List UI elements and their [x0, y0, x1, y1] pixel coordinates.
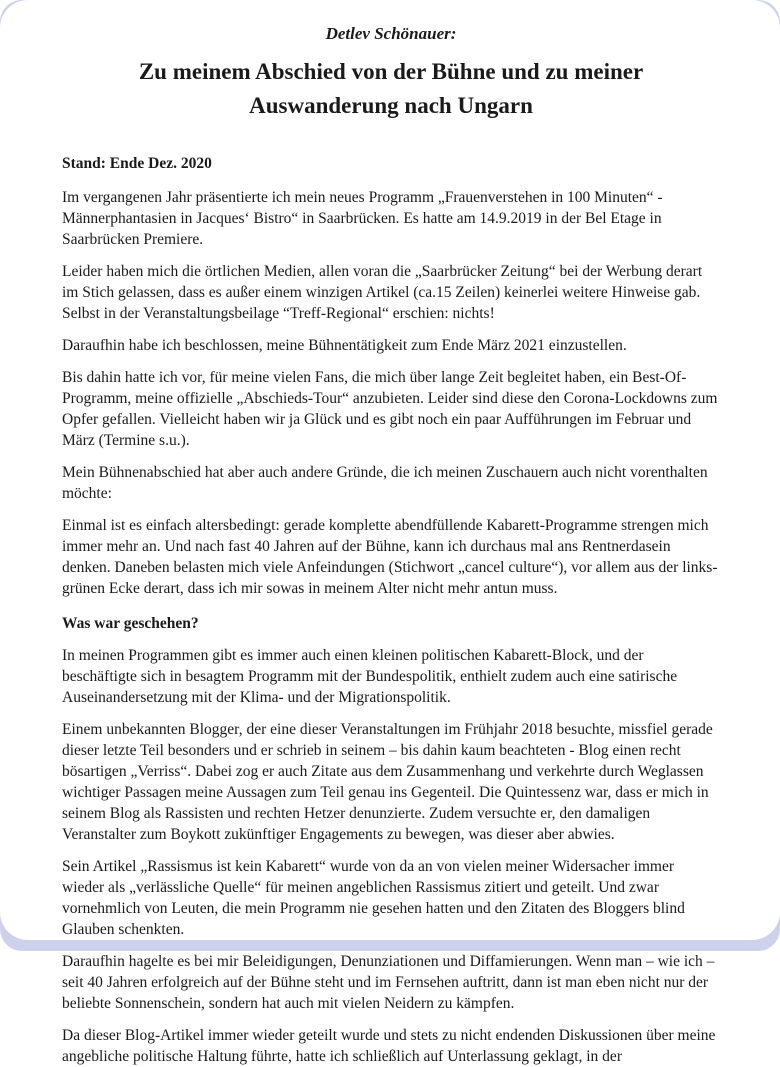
author-line: Detlev Schönauer:	[325, 24, 457, 43]
paragraph: Leider haben mich die örtlichen Medien, allen voran die „Saarbrücker Zeitung“ bei der Werbung derart im Stich gelassen, dass es außer einem winzigen Artikel (ca.15 Zeilen) keinerlei weitere Hinweise gab. Selbst in der Veranstaltungsbeilage “Treff-Regional“ erschien: nichts!	[62, 263, 703, 322]
paragraph: Einmal ist es einfach altersbedingt: gerade komplette abendfüllende Kabarett-Programme strengen mich immer mehr an. Und nach fast 40 Jahren auf der Bühne, kann ich durchaus mal ans Rentnerdasein denken. Daneben belasten mich viele Anfeindungen (Stichwort „cancel culture“), vor allem aus der links-grünen Ecke derart, dass ich mir sowas in meinem Alter nicht mehr antun muss.	[62, 517, 718, 597]
document-body	[62, 187, 720, 1067]
document-title-line-1: Zu meinem Abschied von der Bühne und zu meiner	[138, 59, 644, 84]
section-heading: Was war geschehen?	[62, 615, 199, 632]
date-line: Stand: Ende Dez. 2020	[62, 155, 212, 172]
document-title-line-2: Auswanderung nach Ungarn	[249, 93, 533, 118]
paragraph: Daraufhin hagelte es bei mir Beleidigungen, Denunziationen und Diffamierungen. Wenn man – wie ich – seit 40 Jahren erfolgreich auf der Bühne steht und im Fernsehen auftritt, dann ist man eben nicht nur der beliebte Sonnenschein, sondern hat auch mit vielen Neidern zu kämpfen.	[62, 953, 715, 1012]
paragraph: Bis dahin hatte ich vor, für meine vielen Fans, die mich über lange Zeit begleitet haben, ein Best-Of-Programm, meine offizielle „Abschieds-Tour“ anzubieten. Leider sind diese den Corona-Lockdowns zum Opfer gefallen. Vielleicht haben wir ja Glück und es gibt noch ein paar Aufführungen im Februar und März (Termine s.u.).	[62, 369, 718, 449]
paragraph: Einem unbekannten Blogger, der eine dieser Veranstaltungen im Frühjahr 2018 besuchte, missfiel gerade dieser letzte Teil besonders und er schrieb in seinem – bis dahin kaum beachteten - Blog einen recht bösartigen „Verriss“. Dabei zog er auch Zitate aus dem Zusammenhang und verkehrte durch Weglassen wichtiger Passagen meine Aussagen zum Teil genau ins Gegenteil. Die Quintessenz war, dass er mich in seinem Blog als Rassisten und rechten Hetzer denunzierte. Zudem versuchte er, den damaligen Veranstalter zum Boykott zukünftiger Engagements zu bewegen, was dieser aber abwies.	[62, 721, 713, 843]
paragraph: Mein Bühnenabschied hat aber auch andere Gründe, die ich meinen Zuschauern auch nicht vorenthalten möchte:	[62, 464, 708, 502]
paragraph: Im vergangenen Jahr präsentierte ich mein neues Programm „Frauenverstehen in 100 Minuten“ - Männerphantasien in Jacques‘ Bistro“ in Saarbrücken. Es hatte am 14.9.2019 in der Bel Etage in Saarbrücken Premiere.	[62, 189, 663, 248]
paragraph: Da dieser Blog-Artikel immer wieder geteilt wurde und stets zu nicht endenden Diskussionen über meine angebliche politische Haltung führte, hatte ich schließlich auf Unterlassung geklagt, in der	[62, 1027, 716, 1065]
paragraph: In meinen Programmen gibt es immer auch einen kleinen politischen Kabarett-Block, und der beschäftigte sich in besagtem Programm mit der Bundespolitik, enthielt zudem auch eine satirische Auseinandersetzung mit der Klima- und der Migrationspolitik.	[62, 647, 678, 706]
paragraph: Daraufhin habe ich beschlossen, meine Bühnentätigkeit zum Ende März 2021 einzustellen.	[62, 337, 627, 354]
paragraph: Sein Artikel „Rassismus ist kein Kabarett“ wurde von da an von vielen meiner Widersacher immer wieder als „verlässliche Quelle“ für meinen angeblichen Rassismus zitiert und geteilt. Und zwar vornehmlich von Leuten, die mein Programm nie gesehen hatten und den Zitaten des Bloggers blind Glauben schenkten.	[62, 858, 685, 938]
document-title	[62, 55, 720, 123]
